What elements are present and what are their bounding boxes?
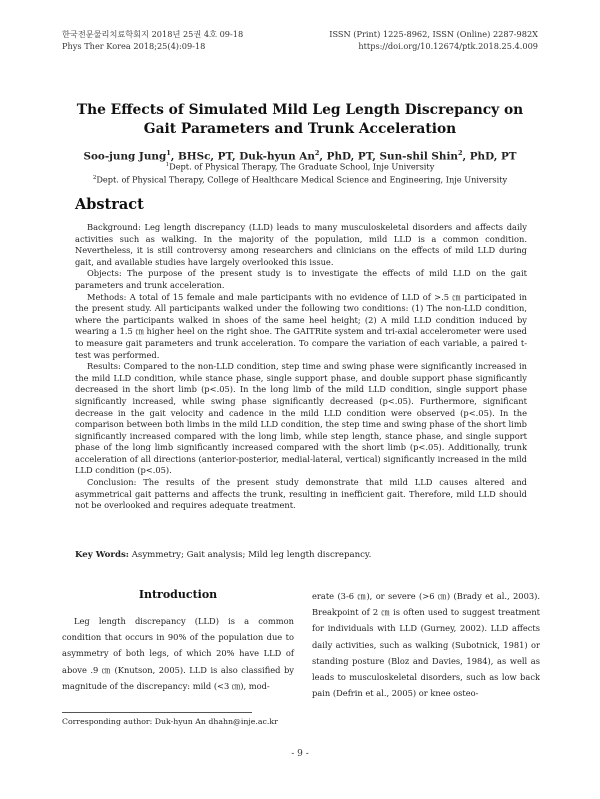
footnote-divider — [62, 712, 252, 713]
journal-header-right — [329, 28, 538, 52]
page-number: - 9 - — [291, 749, 309, 759]
keywords — [75, 549, 527, 561]
affiliation-text: Dept. of Physical Therapy, The Graduate School, Inje University — [169, 161, 435, 172]
abstract-conclusion: Conclusion: The results of the present study demonstrate that mild LLD causes altered and asymmetrical gait patterns and affects the trunk, resulting in inefficient gait. Therefore, mild LLD should not be overlooked and requires adequate treatment. — [75, 477, 527, 511]
affiliation-text: Dept. of Physical Therapy, College of Healthcare Medical Science and Engineering, Inje University — [96, 174, 508, 185]
author-affiliation-marker: 1 — [166, 149, 171, 157]
abstract-body — [75, 222, 527, 512]
doi-link[interactable]: https://doi.org/10.12674/ptk.2018.25.4.009 — [358, 41, 538, 51]
affiliation-1 — [40, 160, 560, 173]
author-name: Sun-shil Shin — [379, 150, 458, 163]
journal-english-citation: Phys Ther Korea 2018;25(4):09-18 — [62, 41, 206, 51]
introduction-heading: Introduction — [138, 588, 218, 601]
affiliation-marker: 1 — [165, 162, 170, 168]
journal-header-left — [62, 28, 243, 52]
author-degrees: , PhD, PT — [462, 150, 517, 163]
abstract-background: Background: Leg length discrepancy (LLD) leads to many musculoskeletal disorders and affects daily activities such as walking. In the majority of the population, mild LLD is a common condition. Nevertheless, it is still controversy among researchers and clinicians on the effects of mild LLD during gait, and available studies have largely overlooked this issue. — [75, 222, 527, 267]
journal-korean-citation: 한국전문물리치료학회지 2018년 25권 4호 09-18 — [62, 29, 244, 39]
author-affiliation-marker: 2 — [314, 149, 320, 157]
author-name: Duk-hyun An — [239, 150, 315, 163]
author-name: Soo-jung Jung — [83, 150, 167, 163]
left-column — [62, 588, 294, 694]
title-line-2: Gait Parameters and Trunk Acceleration — [143, 121, 457, 137]
abstract-objects: Objects: The purpose of the present study is to investigate the effects of mild LLD on the gait parameters and trunk acceleration. — [75, 268, 527, 290]
paper-title — [40, 101, 560, 139]
corresponding-author-footnote: Corresponding author: Duk-hyun An dhahn@inje.ac.kr — [62, 717, 278, 726]
affiliation-2 — [40, 173, 560, 186]
keywords-list: Asymmetry; Gait analysis; Mild leg length discrepancy. — [128, 550, 372, 560]
introduction-paragraph-right: erate (3-6 ㎝), or severe (>6 ㎝) (Brady et al., 2003). Breakpoint of 2 ㎝ is often used to suggest treatment for individuals with LLD (Gurney, 2002). LLD affects daily activities, such as walking (Subotnick, 1981) or standing posture (Bloz and Davies, 1984), as well as leads to musculoskeletal disorders, such as low back pain (Defrin et al., 2005) or knee osteo- — [312, 591, 540, 699]
introduction-paragraph-left: Leg length discrepancy (LLD) is a common condition that occurs in 90% of the population due to asymmetry of both legs, of which 20% have LLD of above .9 ㎝ (Knutson, 2005). LLD is also classified by magnitude of the discrepancy: mild (<3 ㎝), mod- — [62, 616, 294, 691]
affiliation-marker: 2 — [92, 175, 97, 181]
title-line-1: The Effects of Simulated Mild Leg Length Discrepancy on — [76, 102, 524, 118]
author-degrees: , PhD, PT, — [319, 150, 380, 163]
keywords-label: Key Words: — [75, 550, 129, 560]
right-column — [312, 588, 540, 701]
issn-line: ISSN (Print) 1225-8962, ISSN (Online) 2287-982X — [329, 29, 538, 39]
abstract-methods: Methods: A total of 15 female and male participants with no evidence of LLD of >.5 ㎝ participated in the present study. All participants walked under the following two conditions: (1) The non-LLD condition, where the participants walked in shoes of the same heel height; (2) A mild LLD condition induced by wearing a 1.5 ㎝ higher heel on the right shoe. The GAITRite system and tri-axial accelerometer were used to measure gait parameters and trunk acceleration. To compare the variation of each variable, a paired t-test was performed. — [75, 291, 527, 360]
abstract-heading: Abstract — [75, 196, 144, 213]
author-degrees: , BHSc, PT, — [170, 150, 240, 163]
abstract-results: Results: Compared to the non-LLD condition, step time and swing phase were significantly increased in the mild LLD condition, while stance phase, single support phase, and double support phase significantly decreased in the short limb (p<.05). In the long limb of the mild LLD condition, single support phase significantly increased, while swing phase significantly decreased (p<.05). Furthermore, significant decrease in the gait velocity and cadence in the mild LLD condition were observed (p<.05). In the comparison between both limbs in the mild LLD condition, the step time and swing phase of the short limb significantly increased compared with the long limb, while step length, stance phase, and single support phase of the long limb significantly increased compared with the short limb (p<.05). Additionally, trunk acceleration of all directions (anterior-posterior, medial-lateral, vertical) significantly increased in the mild LLD condition (p<.05). — [75, 361, 527, 476]
author-affiliation-marker: 2 — [457, 149, 463, 157]
